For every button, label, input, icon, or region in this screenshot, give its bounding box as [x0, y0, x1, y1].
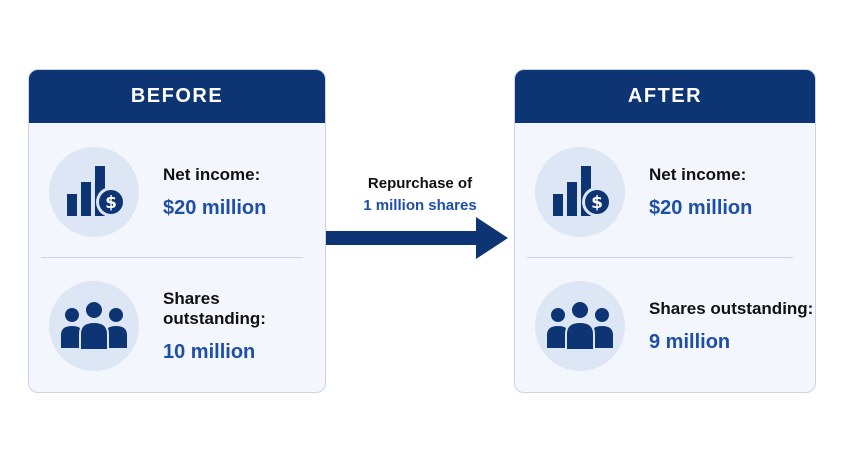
- right-arrow-icon: [326, 214, 514, 264]
- people-group-icon: [545, 298, 615, 354]
- before-panel-title: BEFORE: [29, 70, 325, 123]
- repurchase-label: [340, 173, 500, 217]
- before-shares-value: 10 million: [163, 340, 256, 363]
- after-net-income-row: [515, 142, 815, 242]
- before-panel: [28, 69, 326, 393]
- before-shares-row: [29, 276, 325, 376]
- svg-text:$: $: [591, 193, 603, 213]
- before-net-income-row: [29, 142, 325, 242]
- after-shares-icon-circle: [535, 281, 625, 371]
- bar-chart-dollar-icon: [59, 162, 129, 222]
- after-shares-value: 9 million: [649, 330, 731, 353]
- after-panel-title: AFTER: [515, 70, 815, 123]
- before-net-income-value: $20 million: [163, 196, 267, 219]
- before-income-icon-circle: [49, 147, 139, 237]
- before-divider: [41, 257, 303, 258]
- after-income-icon-circle: [535, 147, 625, 237]
- svg-text:$: $: [105, 193, 117, 213]
- bar-chart-dollar-icon: [545, 162, 615, 222]
- before-shares-label: Shares outstanding:: [163, 288, 266, 328]
- after-shares-label: Shares outstanding:: [649, 298, 814, 318]
- repurchase-label-line2: 1 million shares: [363, 197, 477, 214]
- before-shares-icon-circle: [49, 281, 139, 371]
- after-net-income-label: Net income:: [649, 164, 747, 184]
- before-net-income-label: Net income:: [163, 164, 261, 184]
- after-shares-row: [515, 276, 815, 376]
- after-panel: [514, 69, 816, 393]
- people-group-icon: [59, 298, 129, 354]
- after-net-income-value: $20 million: [649, 196, 753, 219]
- repurchase-label-line1: Repurchase of: [367, 175, 473, 192]
- after-divider: [527, 257, 793, 258]
